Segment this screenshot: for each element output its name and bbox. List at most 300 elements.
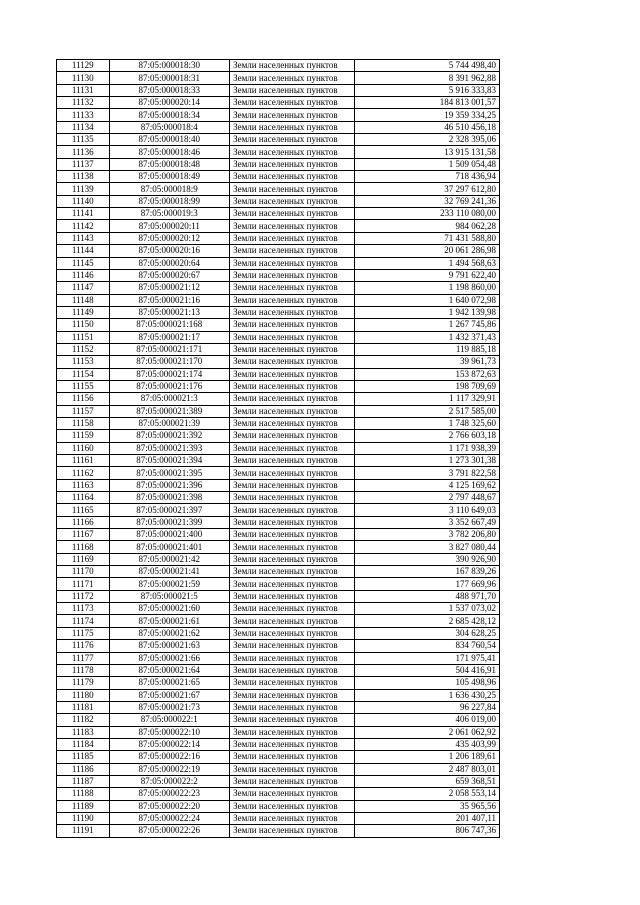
cadastral-number-cell: 87:05:000020:64	[109, 257, 230, 269]
cadastral-number-cell: 87:05:000022:19	[109, 763, 230, 775]
table-row	[57, 405, 500, 417]
land-category-cell: Земли населенных пунктов	[230, 84, 355, 96]
table-row	[57, 775, 500, 787]
cadastral-number-cell: 87:05:000022:26	[109, 825, 230, 837]
row-number-cell: 11191	[57, 825, 110, 837]
land-category-cell: Земли населенных пунктов	[230, 282, 355, 294]
cadastral-number-cell: 87:05:000018:33	[109, 84, 230, 96]
row-number-cell: 11165	[57, 504, 110, 516]
table-row	[57, 109, 500, 121]
cadastral-number-cell: 87:05:000022:14	[109, 738, 230, 750]
cadastral-value-cell: 3 782 206,80	[354, 529, 499, 541]
cadastral-number-cell: 87:05:000022:23	[109, 788, 230, 800]
cadastral-number-cell: 87:05:000021:396	[109, 479, 230, 491]
row-number-cell: 11175	[57, 627, 110, 639]
row-number-cell: 11130	[57, 72, 110, 84]
row-number-cell: 11166	[57, 516, 110, 528]
cadastral-number-cell: 87:05:000022:16	[109, 751, 230, 763]
table-row	[57, 195, 500, 207]
cadastral-number-cell: 87:05:000021:59	[109, 578, 230, 590]
table-row	[57, 467, 500, 479]
row-number-cell: 11190	[57, 812, 110, 824]
land-category-cell: Земли населенных пунктов	[230, 578, 355, 590]
cadastral-number-cell: 87:05:000018:34	[109, 109, 230, 121]
cadastral-number-cell: 87:05:000020:67	[109, 269, 230, 281]
cadastral-value-table	[56, 59, 500, 838]
cadastral-value-cell: 718 436,94	[354, 171, 499, 183]
table-row	[57, 738, 500, 750]
cadastral-number-cell: 87:05:000021:64	[109, 664, 230, 676]
cadastral-value-cell: 1 117 329,91	[354, 393, 499, 405]
cadastral-number-cell: 87:05:000021:170	[109, 356, 230, 368]
land-category-cell: Земли населенных пунктов	[230, 763, 355, 775]
cadastral-value-cell: 13 915 131,58	[354, 146, 499, 158]
land-category-cell: Земли населенных пунктов	[230, 726, 355, 738]
table-row	[57, 603, 500, 615]
land-category-cell: Земли населенных пунктов	[230, 430, 355, 442]
cadastral-number-cell: 87:05:000018:31	[109, 72, 230, 84]
cadastral-number-cell: 87:05:000021:400	[109, 529, 230, 541]
cadastral-number-cell: 87:05:000021:5	[109, 590, 230, 602]
cadastral-value-cell: 39 961,73	[354, 356, 499, 368]
cadastral-value-cell: 19 359 334,25	[354, 109, 499, 121]
table-body	[57, 60, 500, 838]
row-number-cell: 11144	[57, 245, 110, 257]
cadastral-value-cell: 1 509 054,48	[354, 158, 499, 170]
row-number-cell: 11171	[57, 578, 110, 590]
table-row	[57, 788, 500, 800]
table-row	[57, 615, 500, 627]
cadastral-value-cell: 9 791 622,40	[354, 269, 499, 281]
table-row	[57, 627, 500, 639]
cadastral-value-cell: 3 352 667,49	[354, 516, 499, 528]
cadastral-value-cell: 2 061 062,92	[354, 726, 499, 738]
cadastral-value-cell: 96 227,84	[354, 701, 499, 713]
row-number-cell: 11153	[57, 356, 110, 368]
cadastral-number-cell: 87:05:000021:3	[109, 393, 230, 405]
land-category-cell: Земли населенных пунктов	[230, 615, 355, 627]
table-row	[57, 516, 500, 528]
land-category-cell: Земли населенных пунктов	[230, 689, 355, 701]
table-row	[57, 825, 500, 837]
table-row	[57, 220, 500, 232]
table-row	[57, 232, 500, 244]
table-row	[57, 751, 500, 763]
cadastral-value-cell: 37 297 612,80	[354, 183, 499, 195]
land-category-cell: Земли населенных пунктов	[230, 220, 355, 232]
row-number-cell: 11136	[57, 146, 110, 158]
cadastral-value-cell: 1 206 189,61	[354, 751, 499, 763]
cadastral-value-cell: 105 498,96	[354, 677, 499, 689]
cadastral-number-cell: 87:05:000019:3	[109, 208, 230, 220]
row-number-cell: 11160	[57, 442, 110, 454]
row-number-cell: 11152	[57, 343, 110, 355]
land-category-cell: Земли населенных пунктов	[230, 541, 355, 553]
land-category-cell: Земли населенных пунктов	[230, 368, 355, 380]
cadastral-number-cell: 87:05:000022:2	[109, 775, 230, 787]
land-category-cell: Земли населенных пунктов	[230, 788, 355, 800]
land-category-cell: Земли населенных пунктов	[230, 442, 355, 454]
table-row	[57, 479, 500, 491]
cadastral-value-cell: 3 827 080,44	[354, 541, 499, 553]
cadastral-number-cell: 87:05:000020:11	[109, 220, 230, 232]
row-number-cell: 11155	[57, 380, 110, 392]
table-row	[57, 282, 500, 294]
cadastral-number-cell: 87:05:000021:401	[109, 541, 230, 553]
cadastral-value-cell: 8 391 962,88	[354, 72, 499, 84]
cadastral-number-cell: 87:05:000021:176	[109, 380, 230, 392]
cadastral-value-cell: 1 640 072,98	[354, 294, 499, 306]
table-row	[57, 269, 500, 281]
land-category-cell: Земли населенных пунктов	[230, 455, 355, 467]
row-number-cell: 11157	[57, 405, 110, 417]
cadastral-value-cell: 1 636 430,25	[354, 689, 499, 701]
cadastral-value-cell: 167 839,26	[354, 566, 499, 578]
cadastral-number-cell: 87:05:000021:398	[109, 492, 230, 504]
land-category-cell: Земли населенных пунктов	[230, 183, 355, 195]
land-category-cell: Земли населенных пунктов	[230, 553, 355, 565]
row-number-cell: 11134	[57, 121, 110, 133]
cadastral-value-cell: 171 975,41	[354, 652, 499, 664]
cadastral-number-cell: 87:05:000018:30	[109, 60, 230, 72]
row-number-cell: 11163	[57, 479, 110, 491]
row-number-cell: 11140	[57, 195, 110, 207]
cadastral-number-cell: 87:05:000021:168	[109, 319, 230, 331]
land-category-cell: Земли населенных пунктов	[230, 640, 355, 652]
land-category-cell: Земли населенных пунктов	[230, 417, 355, 429]
row-number-cell: 11161	[57, 455, 110, 467]
table-row	[57, 306, 500, 318]
land-category-cell: Земли населенных пунктов	[230, 121, 355, 133]
row-number-cell: 11189	[57, 800, 110, 812]
row-number-cell: 11154	[57, 368, 110, 380]
row-number-cell: 11179	[57, 677, 110, 689]
cadastral-value-cell: 1 267 745,86	[354, 319, 499, 331]
table-row	[57, 664, 500, 676]
cadastral-value-cell: 1 748 325,60	[354, 417, 499, 429]
cadastral-value-cell: 1 273 301,38	[354, 455, 499, 467]
land-category-cell: Земли населенных пунктов	[230, 504, 355, 516]
land-category-cell: Земли населенных пунктов	[230, 590, 355, 602]
table-row	[57, 726, 500, 738]
cadastral-number-cell: 87:05:000021:394	[109, 455, 230, 467]
table-row	[57, 368, 500, 380]
cadastral-value-cell: 2 058 553,14	[354, 788, 499, 800]
cadastral-number-cell: 87:05:000021:171	[109, 343, 230, 355]
land-category-cell: Земли населенных пунктов	[230, 356, 355, 368]
land-category-cell: Земли населенных пунктов	[230, 714, 355, 726]
cadastral-number-cell: 87:05:000018:49	[109, 171, 230, 183]
table-row	[57, 60, 500, 72]
land-category-cell: Земли населенных пунктов	[230, 158, 355, 170]
cadastral-number-cell: 87:05:000020:12	[109, 232, 230, 244]
cadastral-number-cell: 87:05:000021:392	[109, 430, 230, 442]
row-number-cell: 11162	[57, 467, 110, 479]
row-number-cell: 11133	[57, 109, 110, 121]
row-number-cell: 11145	[57, 257, 110, 269]
land-category-cell: Земли населенных пунктов	[230, 627, 355, 639]
land-category-cell: Земли населенных пунктов	[230, 269, 355, 281]
cadastral-value-cell: 32 769 241,36	[354, 195, 499, 207]
row-number-cell: 11185	[57, 751, 110, 763]
cadastral-value-cell: 806 747,36	[354, 825, 499, 837]
land-category-cell: Земли населенных пунктов	[230, 812, 355, 824]
land-category-cell: Земли населенных пунктов	[230, 467, 355, 479]
cadastral-number-cell: 87:05:000021:389	[109, 405, 230, 417]
row-number-cell: 11182	[57, 714, 110, 726]
row-number-cell: 11181	[57, 701, 110, 713]
land-category-cell: Земли населенных пунктов	[230, 492, 355, 504]
cadastral-value-cell: 3 791 822,58	[354, 467, 499, 479]
land-category-cell: Земли населенных пунктов	[230, 529, 355, 541]
cadastral-number-cell: 87:05:000021:41	[109, 566, 230, 578]
land-category-cell: Земли населенных пунктов	[230, 208, 355, 220]
land-category-cell: Земли населенных пунктов	[230, 109, 355, 121]
cadastral-value-cell: 201 407,11	[354, 812, 499, 824]
land-category-cell: Земли населенных пунктов	[230, 60, 355, 72]
table-row	[57, 171, 500, 183]
land-category-cell: Земли населенных пунктов	[230, 738, 355, 750]
table-row	[57, 590, 500, 602]
cadastral-number-cell: 87:05:000021:17	[109, 331, 230, 343]
table-row	[57, 553, 500, 565]
table-row	[57, 158, 500, 170]
cadastral-value-cell: 2 797 448,67	[354, 492, 499, 504]
cadastral-number-cell: 87:05:000021:67	[109, 689, 230, 701]
row-number-cell: 11169	[57, 553, 110, 565]
land-category-cell: Земли населенных пунктов	[230, 701, 355, 713]
table-row	[57, 763, 500, 775]
cadastral-value-cell: 1 198 860,00	[354, 282, 499, 294]
cadastral-value-cell: 2 685 428,12	[354, 615, 499, 627]
land-category-cell: Земли населенных пунктов	[230, 664, 355, 676]
row-number-cell: 11168	[57, 541, 110, 553]
cadastral-number-cell: 87:05:000021:63	[109, 640, 230, 652]
cadastral-value-cell: 834 760,54	[354, 640, 499, 652]
cadastral-value-cell: 504 416,91	[354, 664, 499, 676]
land-category-cell: Земли населенных пунктов	[230, 257, 355, 269]
land-category-cell: Земли населенных пунктов	[230, 319, 355, 331]
cadastral-number-cell: 87:05:000022:24	[109, 812, 230, 824]
row-number-cell: 11147	[57, 282, 110, 294]
row-number-cell: 11139	[57, 183, 110, 195]
cadastral-number-cell: 87:05:000018:4	[109, 121, 230, 133]
cadastral-value-cell: 233 110 080,00	[354, 208, 499, 220]
cadastral-value-cell: 153 872,63	[354, 368, 499, 380]
row-number-cell: 11138	[57, 171, 110, 183]
row-number-cell: 11156	[57, 393, 110, 405]
table-row	[57, 689, 500, 701]
row-number-cell: 11176	[57, 640, 110, 652]
cadastral-number-cell: 87:05:000022:1	[109, 714, 230, 726]
cadastral-number-cell: 87:05:000020:16	[109, 245, 230, 257]
row-number-cell: 11178	[57, 664, 110, 676]
table-row	[57, 294, 500, 306]
table-row	[57, 72, 500, 84]
cadastral-number-cell: 87:05:000021:62	[109, 627, 230, 639]
cadastral-value-cell: 488 971,70	[354, 590, 499, 602]
cadastral-value-cell: 2 517 585,00	[354, 405, 499, 417]
row-number-cell: 11164	[57, 492, 110, 504]
cadastral-number-cell: 87:05:000021:174	[109, 368, 230, 380]
cadastral-value-cell: 3 110 649,03	[354, 504, 499, 516]
cadastral-number-cell: 87:05:000022:10	[109, 726, 230, 738]
cadastral-value-cell: 1 432 371,43	[354, 331, 499, 343]
row-number-cell: 11173	[57, 603, 110, 615]
land-category-cell: Земли населенных пунктов	[230, 566, 355, 578]
row-number-cell: 11183	[57, 726, 110, 738]
table-row	[57, 319, 500, 331]
row-number-cell: 11149	[57, 306, 110, 318]
table-row	[57, 380, 500, 392]
table-row	[57, 257, 500, 269]
cadastral-value-cell: 5 744 498,40	[354, 60, 499, 72]
cadastral-number-cell: 87:05:000021:61	[109, 615, 230, 627]
cadastral-value-cell: 984 062,28	[354, 220, 499, 232]
land-category-cell: Земли населенных пунктов	[230, 343, 355, 355]
cadastral-number-cell: 87:05:000018:46	[109, 146, 230, 158]
cadastral-number-cell: 87:05:000021:65	[109, 677, 230, 689]
cadastral-number-cell: 87:05:000020:14	[109, 97, 230, 109]
cadastral-number-cell: 87:05:000021:16	[109, 294, 230, 306]
cadastral-value-cell: 1 537 073,02	[354, 603, 499, 615]
row-number-cell: 11159	[57, 430, 110, 442]
row-number-cell: 11146	[57, 269, 110, 281]
table-row	[57, 652, 500, 664]
cadastral-value-cell: 119 885,18	[354, 343, 499, 355]
cadastral-value-cell: 35 965,56	[354, 800, 499, 812]
cadastral-value-cell: 304 628,25	[354, 627, 499, 639]
land-category-cell: Земли населенных пунктов	[230, 825, 355, 837]
land-category-cell: Земли населенных пунктов	[230, 97, 355, 109]
cadastral-value-cell: 177 669,96	[354, 578, 499, 590]
cadastral-number-cell: 87:05:000018:48	[109, 158, 230, 170]
table-row	[57, 714, 500, 726]
row-number-cell: 11184	[57, 738, 110, 750]
cadastral-value-cell: 435 403,99	[354, 738, 499, 750]
row-number-cell: 11150	[57, 319, 110, 331]
row-number-cell: 11141	[57, 208, 110, 220]
row-number-cell: 11129	[57, 60, 110, 72]
land-category-cell: Земли населенных пунктов	[230, 146, 355, 158]
land-category-cell: Земли населенных пунктов	[230, 72, 355, 84]
land-category-cell: Земли населенных пунктов	[230, 245, 355, 257]
cadastral-number-cell: 87:05:000021:395	[109, 467, 230, 479]
cadastral-value-cell: 2 328 395,06	[354, 134, 499, 146]
row-number-cell: 11132	[57, 97, 110, 109]
land-category-cell: Земли населенных пунктов	[230, 652, 355, 664]
cadastral-number-cell: 87:05:000018:9	[109, 183, 230, 195]
table-row	[57, 640, 500, 652]
land-category-cell: Земли населенных пунктов	[230, 294, 355, 306]
land-category-cell: Земли населенных пунктов	[230, 516, 355, 528]
cadastral-number-cell: 87:05:000021:73	[109, 701, 230, 713]
cadastral-value-cell: 1 942 139,98	[354, 306, 499, 318]
cadastral-value-cell: 20 061 286,98	[354, 245, 499, 257]
cadastral-value-cell: 1 494 568,63	[354, 257, 499, 269]
row-number-cell: 11148	[57, 294, 110, 306]
row-number-cell: 11143	[57, 232, 110, 244]
cadastral-value-cell: 198 709,69	[354, 380, 499, 392]
cadastral-value-cell: 46 510 456,18	[354, 121, 499, 133]
cadastral-value-cell: 5 916 333,83	[354, 84, 499, 96]
cadastral-number-cell: 87:05:000021:13	[109, 306, 230, 318]
cadastral-number-cell: 87:05:000021:66	[109, 652, 230, 664]
land-category-cell: Земли населенных пунктов	[230, 603, 355, 615]
land-category-cell: Земли населенных пунктов	[230, 232, 355, 244]
row-number-cell: 11186	[57, 763, 110, 775]
table-row	[57, 812, 500, 824]
row-number-cell: 11177	[57, 652, 110, 664]
cadastral-number-cell: 87:05:000022:20	[109, 800, 230, 812]
row-number-cell: 11170	[57, 566, 110, 578]
table-row	[57, 701, 500, 713]
table-row	[57, 245, 500, 257]
land-category-cell: Земли населенных пунктов	[230, 775, 355, 787]
cadastral-value-cell: 2 487 803,01	[354, 763, 499, 775]
table-row	[57, 430, 500, 442]
cadastral-value-cell: 1 171 938,39	[354, 442, 499, 454]
cadastral-number-cell: 87:05:000021:39	[109, 417, 230, 429]
table-row	[57, 121, 500, 133]
table-row	[57, 343, 500, 355]
cadastral-value-cell: 184 813 001,57	[354, 97, 499, 109]
land-category-cell: Земли населенных пунктов	[230, 306, 355, 318]
table-row	[57, 541, 500, 553]
cadastral-number-cell: 87:05:000018:99	[109, 195, 230, 207]
table-row	[57, 417, 500, 429]
cadastral-value-cell: 390 926,90	[354, 553, 499, 565]
land-category-cell: Земли населенных пунктов	[230, 134, 355, 146]
row-number-cell: 11158	[57, 417, 110, 429]
cadastral-number-cell: 87:05:000021:397	[109, 504, 230, 516]
land-category-cell: Земли населенных пунктов	[230, 331, 355, 343]
row-number-cell: 11131	[57, 84, 110, 96]
land-category-cell: Земли населенных пунктов	[230, 479, 355, 491]
row-number-cell: 11151	[57, 331, 110, 343]
table-row	[57, 84, 500, 96]
table-row	[57, 97, 500, 109]
cadastral-number-cell: 87:05:000021:393	[109, 442, 230, 454]
table-row	[57, 800, 500, 812]
table-row	[57, 442, 500, 454]
cadastral-number-cell: 87:05:000021:42	[109, 553, 230, 565]
row-number-cell: 11188	[57, 788, 110, 800]
cadastral-number-cell: 87:05:000021:12	[109, 282, 230, 294]
table-row	[57, 393, 500, 405]
table-row	[57, 492, 500, 504]
table-row	[57, 566, 500, 578]
land-category-cell: Земли населенных пунктов	[230, 393, 355, 405]
table-row	[57, 578, 500, 590]
table-row	[57, 455, 500, 467]
land-category-cell: Земли населенных пунктов	[230, 751, 355, 763]
cadastral-number-cell: 87:05:000021:399	[109, 516, 230, 528]
table-row	[57, 183, 500, 195]
row-number-cell: 11142	[57, 220, 110, 232]
land-category-cell: Земли населенных пунктов	[230, 677, 355, 689]
land-category-cell: Земли населенных пунктов	[230, 195, 355, 207]
table-row	[57, 208, 500, 220]
row-number-cell: 11187	[57, 775, 110, 787]
cadastral-value-cell: 4 125 169,62	[354, 479, 499, 491]
cadastral-value-cell: 71 431 588,80	[354, 232, 499, 244]
row-number-cell: 11167	[57, 529, 110, 541]
land-category-cell: Земли населенных пунктов	[230, 380, 355, 392]
table-row	[57, 134, 500, 146]
row-number-cell: 11174	[57, 615, 110, 627]
cadastral-number-cell: 87:05:000018:40	[109, 134, 230, 146]
